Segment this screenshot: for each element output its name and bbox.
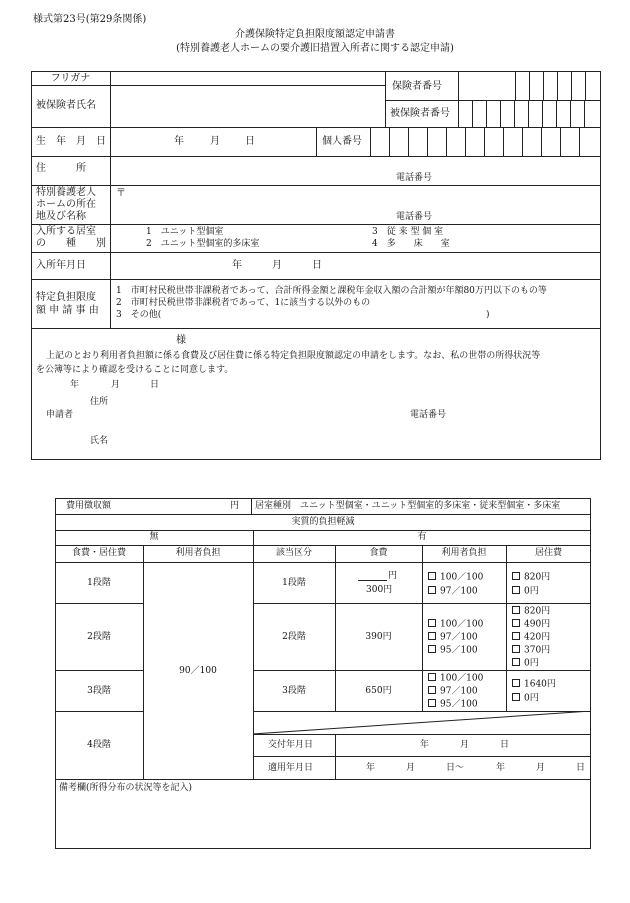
residence-option[interactable]: 370円 [512, 646, 550, 656]
room-type-option[interactable]: 3 従 来 型 個 室 [372, 227, 444, 237]
category-stage: 3段階 [282, 686, 306, 696]
checkbox[interactable] [512, 572, 520, 580]
burden-option[interactable]: 100／100 [428, 674, 483, 684]
stage-label: 2段階 [87, 632, 111, 642]
remarks-label: 備考欄(所得分布の状況等を記入) [59, 783, 193, 793]
residence-option[interactable]: 490円 [512, 620, 550, 630]
valid-from-year: 年 [366, 763, 376, 773]
residence-option[interactable]: 0円 [512, 587, 539, 597]
stage-label: 3段階 [87, 686, 111, 696]
facility-label: 特別養護老人 [36, 187, 96, 198]
declaration-month: 月 [111, 380, 121, 390]
room-type-option[interactable]: 2 ユニット型個室的多床室 [146, 239, 260, 249]
reduction-yes: 有 [417, 532, 427, 542]
residence-option[interactable]: 0円 [512, 659, 539, 669]
issue-month: 月 [460, 740, 470, 750]
address-phone-label: 電話番号 [396, 173, 433, 183]
furigana-label: フリガナ [50, 73, 91, 84]
residence-option[interactable]: 820円 [512, 607, 550, 617]
checkbox[interactable] [512, 658, 520, 666]
food-stage1-yen: 円 [388, 571, 398, 581]
reason-option[interactable]: 1 市町村民税世帯非課税者であって、合計所得金額と課税年金収入額の合計額が年額80万円以下のもの等 [116, 286, 547, 296]
residence-option[interactable]: 820円 [512, 573, 550, 583]
issue-date-label: 交付年月日 [268, 740, 314, 750]
admission-day: 日 [312, 260, 322, 271]
valid-date-label: 適用年月日 [268, 763, 314, 773]
user-burden-value: 90／100 [179, 666, 217, 676]
facility-label-3: 地及び名称 [36, 211, 86, 222]
room-type-option[interactable]: 1 ユニット型個室 [146, 227, 224, 237]
issue-day: 日 [500, 740, 510, 750]
form-number: 様式第23号(第29条関係) [33, 14, 147, 25]
category-stage: 1段階 [282, 578, 306, 588]
checkbox[interactable] [512, 586, 520, 594]
personal-number-label: 個人番号 [322, 136, 362, 147]
reason-label: 特定負担限度 [36, 292, 96, 303]
checkbox[interactable] [512, 606, 520, 614]
burden-option[interactable]: 100／100 [428, 573, 483, 583]
declaration-year: 年 [70, 380, 80, 390]
insurer-number-label: 保険者番号 [392, 81, 442, 92]
birth-day: 日 [245, 136, 255, 147]
col-food: 食費 [369, 548, 388, 558]
burden-option[interactable]: 95／100 [428, 700, 478, 710]
checkbox[interactable] [428, 632, 436, 640]
birth-month: 月 [210, 136, 220, 147]
page-subtitle: (特別養護老人ホームの要介護旧措置入所者に関する認定申請) [176, 43, 454, 54]
valid-from-month: 月 [406, 763, 416, 773]
declaration-day: 日 [150, 380, 160, 390]
valid-to-month: 月 [536, 763, 546, 773]
address-label: 住 所 [36, 163, 86, 174]
col-user-burden: 利用者負担 [175, 548, 221, 558]
reason-label-2: 額 申 請 事 由 [36, 305, 99, 316]
residence-option[interactable]: 1640円 [512, 680, 556, 690]
applicant-phone-label: 電話番号 [410, 410, 447, 420]
valid-to-day: 日 [576, 763, 586, 773]
checkbox[interactable] [428, 619, 436, 627]
applicant-label: 申請者 [46, 410, 74, 420]
burden-option[interactable]: 95／100 [428, 646, 478, 656]
checkbox[interactable] [512, 645, 520, 653]
checkbox[interactable] [428, 686, 436, 694]
col-food-residence: 食費・居住費 [71, 548, 126, 558]
checkbox[interactable] [428, 673, 436, 681]
birth-date-label: 生 年 月 日 [36, 136, 106, 147]
admission-date-label: 入所年月日 [36, 260, 86, 271]
facility-label-2: ホームの所在 [36, 199, 96, 210]
residence-option[interactable]: 0円 [512, 694, 539, 704]
checkbox[interactable] [512, 693, 520, 701]
checkbox[interactable] [512, 679, 520, 687]
diagonal-strike [253, 711, 591, 734]
food-stage3: 650円 [365, 686, 392, 696]
admission-month: 月 [272, 260, 282, 271]
insured-name-label: 被保険者氏名 [36, 100, 96, 111]
food-stage1: 300円 [366, 585, 393, 595]
room-type-option[interactable]: 4 多 床 室 [372, 239, 450, 249]
col-category: 該当区分 [275, 548, 312, 558]
room-type-label-2: の 種 別 [36, 238, 106, 249]
reason-option[interactable]: 3 その他( [116, 310, 162, 320]
addressee: 様 [176, 335, 186, 346]
checkbox[interactable] [428, 586, 436, 594]
checkbox[interactable] [512, 619, 520, 627]
col-user-burden-2: 利用者負担 [441, 548, 487, 558]
declaration-text-2: を公簿等により確認を受けることに同意します。 [36, 365, 234, 375]
food-blank-line [358, 580, 387, 581]
checkbox[interactable] [428, 699, 436, 707]
residence-option[interactable]: 420円 [512, 633, 550, 643]
burden-option[interactable]: 100／100 [428, 620, 483, 630]
fee-yen: 円 [230, 501, 240, 511]
postal-mark: 〒 [116, 188, 126, 199]
stage-label: 4段階 [87, 740, 111, 750]
checkbox[interactable] [428, 645, 436, 653]
fee-label: 費用徴収額 [66, 501, 112, 511]
reason-option[interactable]: 2 市町村民税世帯非課税者であって、1に該当する以外のもの [116, 298, 371, 308]
admission-year: 年 [232, 260, 242, 271]
valid-from-day: 日～ [446, 763, 465, 773]
burden-option[interactable]: 97／100 [428, 687, 478, 697]
valid-to-year: 年 [496, 763, 506, 773]
applicant-name-label: 氏名 [90, 436, 109, 446]
checkbox[interactable] [512, 632, 520, 640]
facility-phone-label: 電話番号 [396, 212, 433, 222]
reason-close-paren: ) [486, 310, 490, 320]
page-title: 介護保険特定負担限度額認定申請書 [235, 29, 395, 40]
reduction-label: 実質的負担軽減 [291, 517, 355, 527]
insured-number-label: 被保険者番号 [390, 108, 450, 119]
category-stage: 2段階 [282, 632, 306, 642]
room-type-label: 入所する居室 [36, 226, 96, 237]
room-class-label: 居室種別 ユニット型個室・ユニット型個室的多床室・従来型個室・多床室 [255, 501, 561, 511]
burden-option[interactable]: 97／100 [428, 633, 478, 643]
col-residence: 居住費 [534, 548, 562, 558]
birth-year: 年 [174, 136, 184, 147]
reduction-none: 無 [149, 532, 159, 542]
burden-option[interactable]: 97／100 [428, 587, 478, 597]
checkbox[interactable] [428, 572, 436, 580]
food-stage2: 390円 [365, 632, 392, 642]
issue-year: 年 [420, 740, 430, 750]
stage-label: 1段階 [87, 578, 111, 588]
declaration-text: 上記のとおり利用者負担額に係る食費及び居住費に係る特定負担限度額認定の申請をします。なお、私の世帯の所得状況等 [46, 351, 541, 361]
applicant-address-label: 住所 [90, 397, 109, 407]
